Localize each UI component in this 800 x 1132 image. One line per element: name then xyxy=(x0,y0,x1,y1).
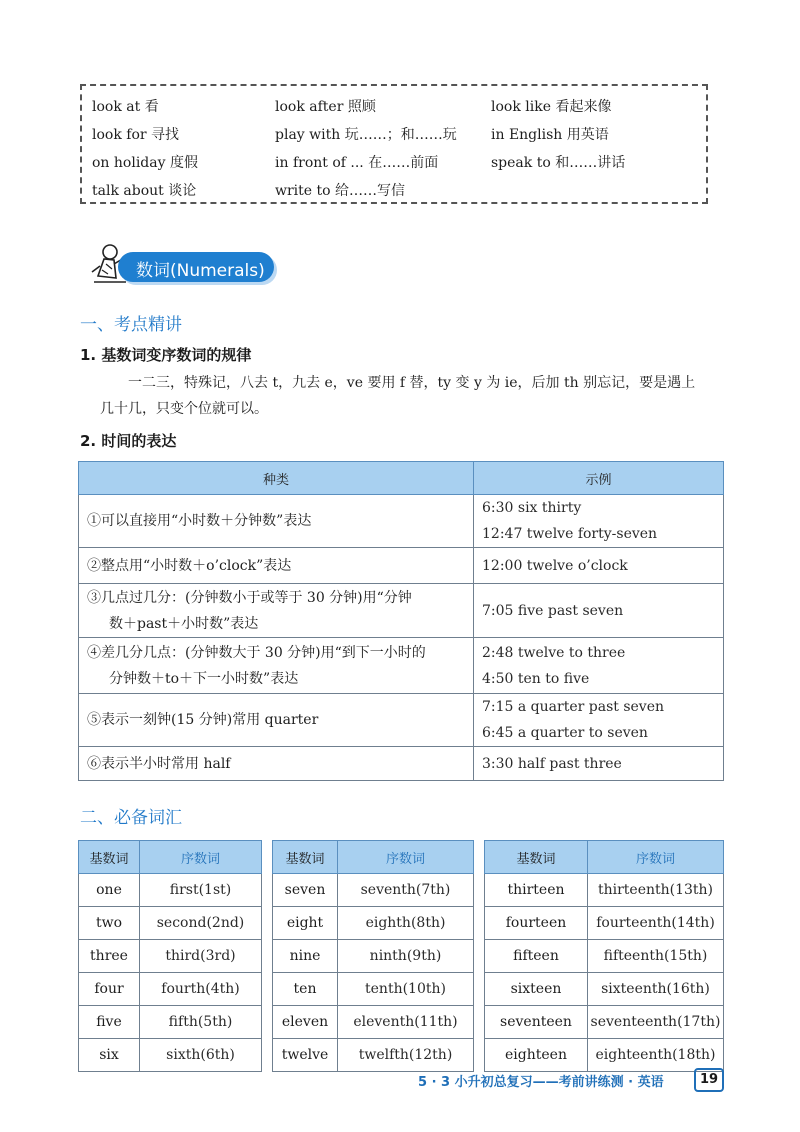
section-header xyxy=(88,242,278,288)
cardinal-cell: four xyxy=(79,973,140,1006)
part1-subheading-1: 1. 基数词变序数词的规律 xyxy=(80,346,252,364)
part1-subheading-2: 2. 时间的表达 xyxy=(80,432,177,450)
phrase-item: play with 玩……；和……玩 xyxy=(275,127,457,143)
header-ordinal: 序数词 xyxy=(140,841,262,874)
cardinal-cell: seven xyxy=(273,874,338,907)
cardinal-cell: seventeen xyxy=(485,1006,588,1039)
ordinal-cell: fifth(5th) xyxy=(140,1006,262,1039)
time-example-text: 6:45 a quarter to seven xyxy=(482,725,648,741)
table-row xyxy=(79,638,724,694)
section-title-badge xyxy=(118,252,274,282)
time-example-text: 6:30 six thirty xyxy=(482,500,582,516)
time-example-cell xyxy=(474,584,724,638)
numerals-table-3 xyxy=(484,840,724,1072)
header-cardinal: 基数词 xyxy=(273,841,338,874)
time-example-text: 7:15 a quarter past seven xyxy=(482,699,665,715)
table-row xyxy=(485,1006,724,1039)
time-example-text: 7:05 five past seven xyxy=(482,602,624,619)
phrase-item: write to 给……写信 xyxy=(275,183,406,199)
table-row xyxy=(273,1006,474,1039)
ordinal-cell: third(3rd) xyxy=(140,940,262,973)
time-kind-text: 分钟数＋to＋下一小时数”表达 xyxy=(109,670,299,687)
ordinal-cell: fifteenth(15th) xyxy=(588,940,724,973)
table-row xyxy=(485,940,724,973)
phrase-item: look for 寻找 xyxy=(92,127,180,143)
table-row xyxy=(273,940,474,973)
cardinal-cell: sixteen xyxy=(485,973,588,1006)
cardinal-cell: eighteen xyxy=(485,1039,588,1072)
ordinal-cell: fourteenth(14th) xyxy=(588,907,724,940)
time-kind-text: ②整点用“小时数＋o’clock”表达 xyxy=(87,557,292,574)
time-kind-cell xyxy=(79,584,474,638)
cardinal-cell: thirteen xyxy=(485,874,588,907)
ordinal-cell: ninth(9th) xyxy=(338,940,474,973)
time-kind-text: ④差几分几点：(分钟数大于 30 分钟)用“到下一小时的 xyxy=(87,644,426,661)
time-example-cell xyxy=(474,548,724,584)
table-row xyxy=(485,1039,724,1072)
rule-line-1: 一二三，特殊记，八去 t，九去 e，ve 要用 f 替，ty 变 y 为 ie，后加 th 别忘记，要是遇上 xyxy=(128,375,696,391)
cardinal-cell: fifteen xyxy=(485,940,588,973)
time-kind-cell xyxy=(79,495,474,548)
cardinal-cell: six xyxy=(79,1039,140,1072)
time-example-text: 2:48 twelve to three xyxy=(482,644,626,661)
time-kind-text: 数＋past＋小时数”表达 xyxy=(109,615,259,632)
cardinal-cell: eleven xyxy=(273,1006,338,1039)
phrase-item: look at 看 xyxy=(92,99,159,115)
numerals-table-1 xyxy=(78,840,262,1072)
time-expression-table xyxy=(78,461,724,781)
ordinal-cell: thirteenth(13th) xyxy=(588,874,724,907)
time-example-cell xyxy=(474,495,724,548)
footer-book-title: 5 · 3 小升初总复习——考前讲练测 · 英语 xyxy=(418,1075,664,1090)
table-row xyxy=(79,907,262,940)
phrase-item: look after 照顾 xyxy=(275,99,376,115)
time-example-text: 12:00 twelve o’clock xyxy=(482,557,628,574)
table-row xyxy=(79,694,724,747)
time-example-cell xyxy=(474,694,724,747)
ordinal-cell: eighth(8th) xyxy=(338,907,474,940)
table-row xyxy=(485,874,724,907)
phrase-item: in front of ... 在……前面 xyxy=(275,155,439,171)
ordinal-cell: eighteenth(18th) xyxy=(588,1039,724,1072)
cardinal-cell: nine xyxy=(273,940,338,973)
ordinal-cell: sixteenth(16th) xyxy=(588,973,724,1006)
time-example-text: 12:47 twelve forty-seven xyxy=(482,526,658,542)
table-row xyxy=(485,973,724,1006)
page-number: 19 xyxy=(694,1068,724,1092)
ordinal-cell: seventeenth(17th) xyxy=(588,1006,724,1039)
ordinal-cell: tenth(10th) xyxy=(338,973,474,1006)
phrase-item: speak to 和……讲话 xyxy=(491,155,626,171)
time-kind-cell xyxy=(79,638,474,694)
time-example-cell xyxy=(474,747,724,781)
table-row xyxy=(79,747,724,781)
cardinal-cell: ten xyxy=(273,973,338,1006)
ordinal-cell: fourth(4th) xyxy=(140,973,262,1006)
time-kind-cell xyxy=(79,694,474,747)
time-kind-cell xyxy=(79,548,474,584)
table-row xyxy=(79,1039,262,1072)
table-row xyxy=(79,548,724,584)
time-example-cell xyxy=(474,638,724,694)
part2-heading: 二、必备词汇 xyxy=(80,808,182,828)
part1-heading: 一、考点精讲 xyxy=(80,315,182,335)
time-kind-text: ⑥表示半小时常用 half xyxy=(87,755,231,772)
ordinal-cell: first(1st) xyxy=(140,874,262,907)
phrase-item: in English 用英语 xyxy=(491,127,609,143)
time-kind-text: ③几点过几分：(分钟数小于或等于 30 分钟)用“分钟 xyxy=(87,589,412,606)
phrase-item: talk about 谈论 xyxy=(92,183,197,199)
table-row xyxy=(79,584,724,638)
header-cardinal: 基数词 xyxy=(79,841,140,874)
header-cardinal: 基数词 xyxy=(485,841,588,874)
ordinal-cell: sixth(6th) xyxy=(140,1039,262,1072)
table-row xyxy=(273,907,474,940)
ordinal-cell: twelfth(12th) xyxy=(338,1039,474,1072)
rule-line-2: 几十几，只变个位就可以。 xyxy=(100,401,268,417)
table-row xyxy=(79,940,262,973)
numerals-table-2 xyxy=(272,840,474,1072)
cardinal-cell: eight xyxy=(273,907,338,940)
table-row xyxy=(273,874,474,907)
ordinal-cell: second(2nd) xyxy=(140,907,262,940)
header-ordinal: 序数词 xyxy=(338,841,474,874)
header-example: 示例 xyxy=(474,462,724,495)
table-header-row xyxy=(79,462,724,495)
time-example-text: 4:50 ten to five xyxy=(482,670,590,687)
ordinal-cell: seventh(7th) xyxy=(338,874,474,907)
cardinal-cell: twelve xyxy=(273,1039,338,1072)
phrase-item: on holiday 度假 xyxy=(92,155,198,171)
cardinal-cell: fourteen xyxy=(485,907,588,940)
table-row xyxy=(79,495,724,548)
cardinal-cell: three xyxy=(79,940,140,973)
table-row xyxy=(273,973,474,1006)
table-row xyxy=(79,973,262,1006)
phrase-box xyxy=(80,84,708,204)
time-kind-cell xyxy=(79,747,474,781)
table-row xyxy=(485,907,724,940)
time-example-text: 3:30 half past three xyxy=(482,755,622,772)
table-row xyxy=(79,1006,262,1039)
header-kind: 种类 xyxy=(79,462,474,495)
time-kind-text: ①可以直接用“小时数＋分钟数”表达 xyxy=(87,513,312,529)
time-kind-text: ⑤表示一刻钟(15 分钟)常用 quarter xyxy=(87,712,319,728)
cardinal-cell: one xyxy=(79,874,140,907)
cardinal-cell: five xyxy=(79,1006,140,1039)
cardinal-cell: two xyxy=(79,907,140,940)
ordinal-cell: eleventh(11th) xyxy=(338,1006,474,1039)
section-title: 数词(Numerals) xyxy=(136,261,265,281)
table-row xyxy=(273,1039,474,1072)
phrase-item: look like 看起来像 xyxy=(491,99,612,115)
table-row xyxy=(79,874,262,907)
header-ordinal: 序数词 xyxy=(588,841,724,874)
